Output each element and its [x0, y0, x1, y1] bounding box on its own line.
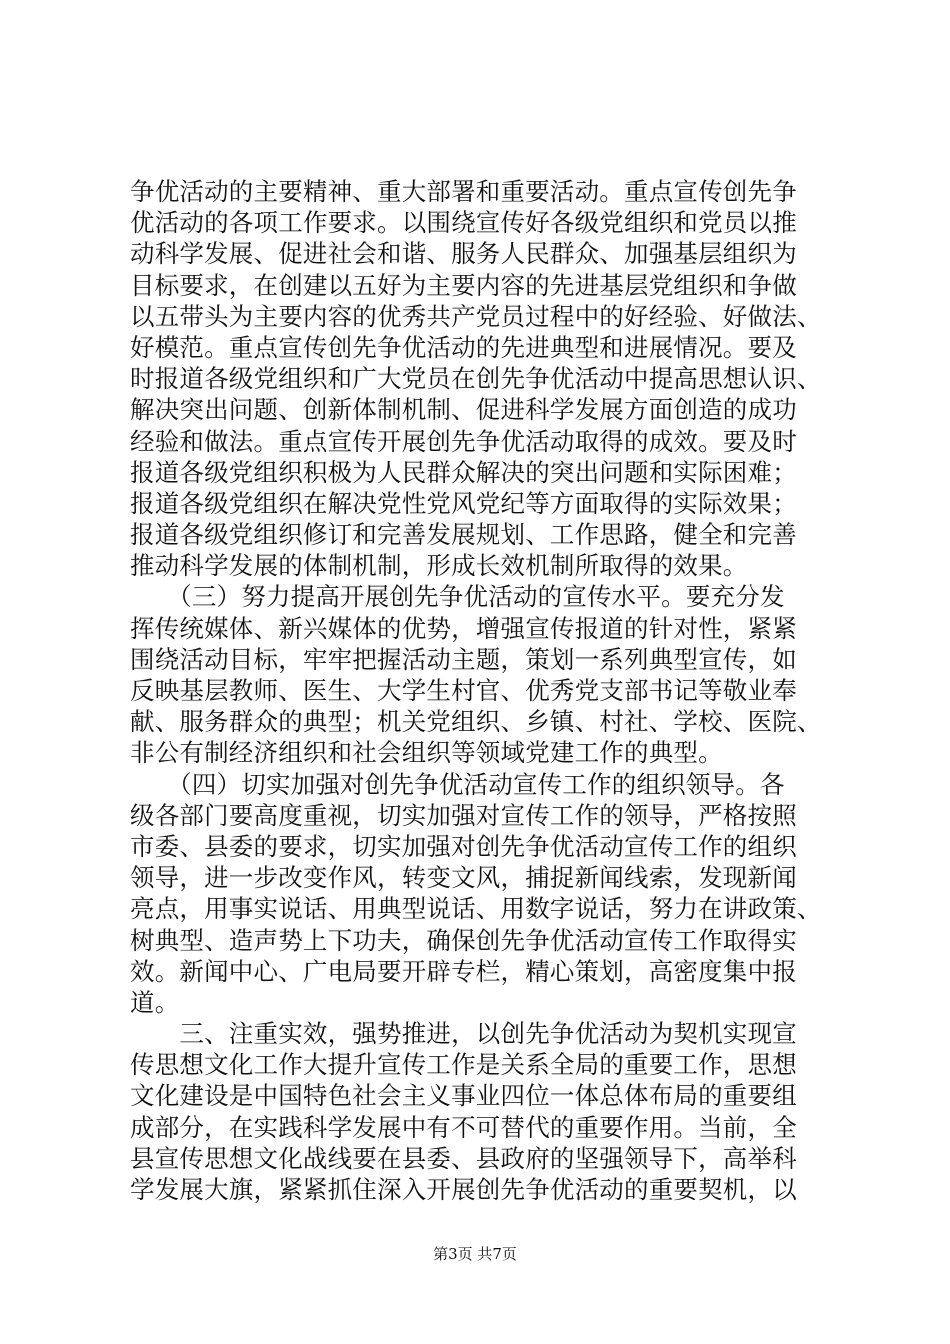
- text-line: 挥传统媒体、新兴媒体的优势，增强宣传报道的针对性，紧紧: [130, 613, 797, 643]
- text-line: 以五带头为主要内容的优秀共产党员过程中的好经验、好做法、: [130, 301, 822, 331]
- text-line: 传思想文化工作大提升宣传工作是关系全局的重要工作，思想: [130, 1050, 797, 1080]
- page-footer: 第3页 共7页: [433, 1245, 517, 1263]
- text-line: 动科学发展、促进社会和谐、服务人民群众、加强基层组织为: [130, 239, 797, 269]
- text-line: 成部分，在实践科学发展中有不可替代的重要作用。当前，全: [130, 1112, 797, 1142]
- text-line: 好模范。重点宣传创先争优活动的先进典型和进展情况。要及: [130, 332, 797, 362]
- text-line: 道。: [130, 987, 180, 1017]
- text-line: （三）努力提高开展创先争优活动的宣传水平。要充分发: [130, 582, 785, 612]
- text-line: 优活动的各项工作要求。以围绕宣传好各级党组织和党员以推: [130, 208, 797, 238]
- text-line: 领导，进一步改变作风，转变文风，捕捉新闻线索，发现新闻: [130, 863, 797, 893]
- text-line: 报道各级党组织在解决党性党风党纪等方面取得的实际效果；: [130, 488, 797, 518]
- text-line: 目标要求，在创建以五好为主要内容的先进基层党组织和争做: [130, 270, 797, 300]
- text-line: 围绕活动目标，牢牢把握活动主题，策划一系列典型宣传，如: [130, 644, 797, 674]
- text-line: 文化建设是中国特色社会主义事业四位一体总体布局的重要组: [130, 1081, 797, 1111]
- text-line: 效。新闻中心、广电局要开辟专栏，精心策划，高密度集中报: [130, 956, 797, 986]
- text-line: 级各部门要高度重视，切实加强对宣传工作的领导，严格按照: [130, 800, 797, 830]
- text-line: 三、注重实效，强势推进，以创先争优活动为契机实现宣: [130, 1019, 797, 1049]
- body-text: [130, 176, 830, 1205]
- text-line: 市委、县委的要求，切实加强对创先争优活动宣传工作的组织: [130, 831, 797, 861]
- text-line: 报道各级党组织积极为人民群众解决的突出问题和实际困难；: [130, 457, 797, 487]
- text-line: 争优活动的主要精神、重大部署和重要活动。重点宣传创先争: [130, 177, 797, 206]
- text-line: （四）切实加强对创先争优活动宣传工作的组织领导。各: [130, 769, 785, 799]
- text-line: 树典型、造声势上下功夫，确保创先争优活动宣传工作取得实: [130, 925, 797, 955]
- text-line: 非公有制经济组织和社会组织等领域党建工作的典型。: [130, 738, 723, 768]
- text-line: 报道各级党组织修订和完善发展规划、工作思路，健全和完善: [130, 520, 797, 550]
- text-line: 推动科学发展的体制机制，形成长效机制所取得的效果。: [130, 551, 748, 581]
- text-line: 反映基层教师、医生、大学生村官、优秀党支部书记等敬业奉: [130, 676, 797, 705]
- text-line: 亮点，用事实说话、用典型说话、用数字说话，努力在讲政策、: [130, 894, 822, 924]
- text-line: 时报道各级党组织和广大党员在创先争优活动中提高思想认识、: [130, 364, 822, 394]
- text-line: 学发展大旗，紧紧抓住深入开展创先争优活动的重要契机，以: [130, 1175, 797, 1204]
- text-line: 解决突出问题、创新体制机制、促进科学发展方面创造的成功: [130, 395, 797, 425]
- text-line: 经验和做法。重点宣传开展创先争优活动取得的成效。要及时: [130, 426, 797, 456]
- text-line: 县宣传思想文化战线要在县委、县政府的坚强领导下，高举科: [130, 1143, 797, 1173]
- text-line: 献、服务群众的典型；机关党组织、乡镇、村社、学校、医院、: [130, 707, 822, 737]
